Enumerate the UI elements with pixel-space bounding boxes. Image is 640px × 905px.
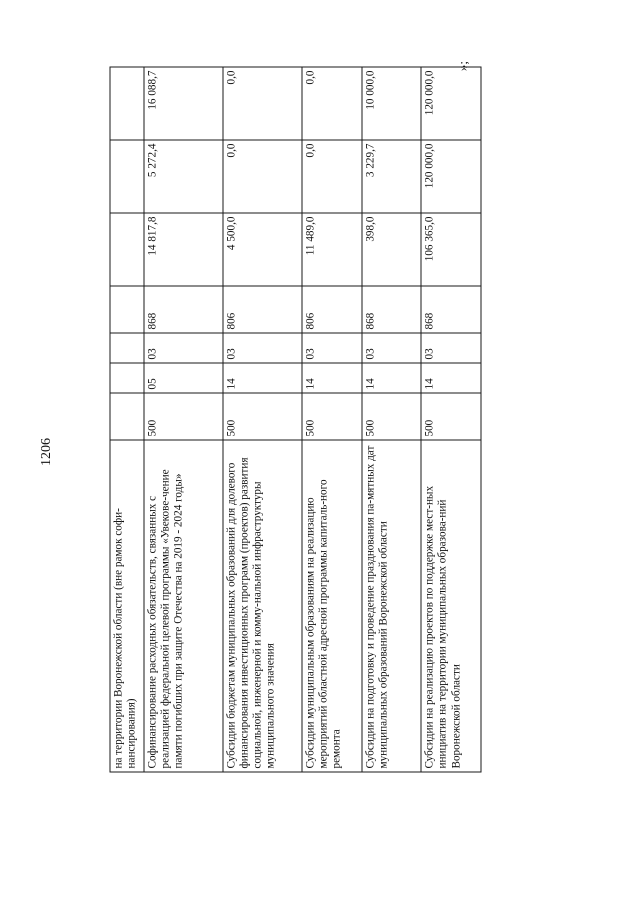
code-cell: 03 <box>421 333 481 363</box>
code-cell: 05 <box>143 363 222 393</box>
page-number: 1206 <box>39 438 54 466</box>
value-cell: 3 229,7 <box>361 140 421 213</box>
row-name-cell: на территории Воронежской области (вне рамок софи-нансирования) <box>110 440 144 772</box>
code-cell: 806 <box>222 286 301 333</box>
code-cell: 03 <box>143 333 222 363</box>
value-cell: 11 489,0 <box>302 213 362 286</box>
value-cell: 106 365,0 <box>421 213 481 286</box>
closing-quote-mark: »; <box>455 60 471 72</box>
code-cell: 500 <box>302 393 362 440</box>
code-cell: 03 <box>302 333 362 363</box>
budget-table <box>109 67 481 773</box>
table-row <box>361 67 421 772</box>
value-cell: 120 000,0 <box>421 67 481 140</box>
table-row <box>302 67 362 772</box>
value-cell: 120 000,0 <box>421 140 481 213</box>
table-row <box>222 67 301 772</box>
value-cell: 0,0 <box>222 67 301 140</box>
table-row <box>421 67 481 772</box>
value-cell <box>110 67 144 140</box>
code-cell: 868 <box>143 286 222 333</box>
value-cell: 0,0 <box>302 67 362 140</box>
code-cell: 500 <box>361 393 421 440</box>
code-cell: 14 <box>361 363 421 393</box>
row-name-cell: Субсидии на реализацию проектов по поддержке мест-ных инициатив на территории муниципальных образова-ний Воронежской области <box>421 440 481 772</box>
code-cell: 500 <box>222 393 301 440</box>
code-cell: 868 <box>421 286 481 333</box>
code-cell: 500 <box>421 393 481 440</box>
table-row <box>110 67 144 772</box>
value-cell: 4 500,0 <box>222 213 301 286</box>
value-cell: 5 272,4 <box>143 140 222 213</box>
code-cell <box>110 363 144 393</box>
code-cell: 500 <box>143 393 222 440</box>
code-cell: 14 <box>421 363 481 393</box>
value-cell <box>110 213 144 286</box>
code-cell: 868 <box>361 286 421 333</box>
code-cell: 14 <box>222 363 301 393</box>
row-name-cell: Субсидии на подготовку и проведение празднования па-мятных дат муниципальных образований Воронежской области <box>361 440 421 772</box>
value-cell <box>110 140 144 213</box>
code-cell: 14 <box>302 363 362 393</box>
code-cell: 03 <box>222 333 301 363</box>
value-cell: 14 817,8 <box>143 213 222 286</box>
value-cell: 0,0 <box>222 140 301 213</box>
code-cell <box>110 393 144 440</box>
code-cell: 03 <box>361 333 421 363</box>
rotated-table-wrapper <box>109 68 481 773</box>
table-body <box>110 67 481 772</box>
code-cell <box>110 286 144 333</box>
code-cell <box>110 333 144 363</box>
value-cell: 10 000,0 <box>361 67 421 140</box>
row-name-cell: Субсидии муниципальным образованиям на реализацию мероприятий областной адресной программы капиталь-ного ремонта <box>302 440 362 772</box>
value-cell: 0,0 <box>302 140 362 213</box>
value-cell: 16 088,7 <box>143 67 222 140</box>
table-row <box>143 67 222 772</box>
row-name-cell: Софинансирование расходных обязательств, связанных с реализацией федеральной целевой программы «Увекове-чение памяти погибших при защите Отечества на 2019 - 2024 годы» <box>143 440 222 772</box>
row-name-cell: Субсидии бюджетам муниципальных образований для долевого финансирования инвестиционных программ (проектов) развития социальной, инженерной и комму-нальной инфраструктуры муниципального значения <box>222 440 301 772</box>
value-cell: 398,0 <box>361 213 421 286</box>
code-cell: 806 <box>302 286 362 333</box>
